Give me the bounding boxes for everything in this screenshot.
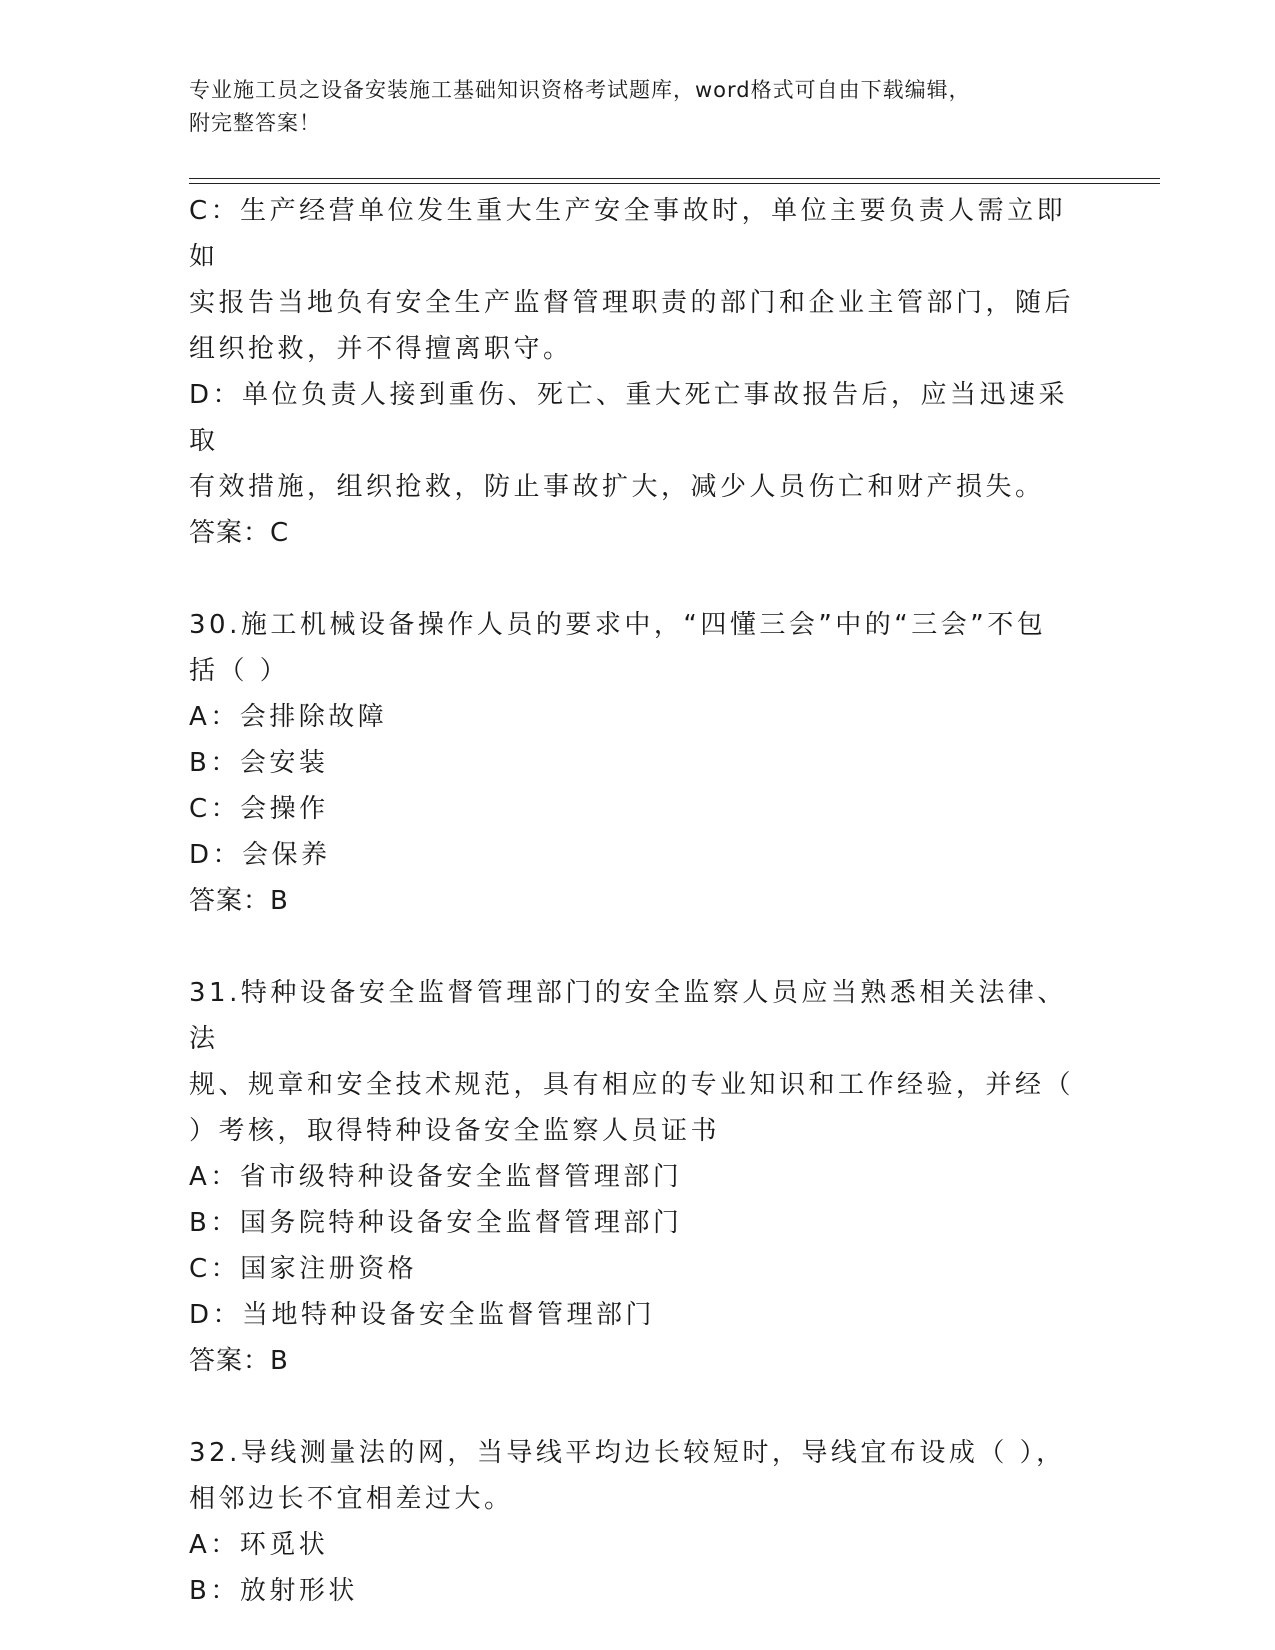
q31-option-d: D：当地特种设备安全监督管理部门	[189, 1300, 656, 1330]
prev-option-c-line-1: C：生产经营单位发生重大生产安全事故时，单位主要负责人需立即如	[189, 196, 1067, 272]
q30-answer: 答案：B	[189, 886, 289, 916]
header-divider-bottom	[189, 183, 1160, 184]
q30-stem-line-1: 30.施工机械设备操作人员的要求中，“四懂三会”中的“三会”不包	[189, 610, 1047, 640]
prev-option-c-line-2: 实报告当地负有安全生产监督管理职责的部门和企业主管部门，随后	[189, 288, 1075, 318]
prev-option-c-line-3: 组织抢救，并不得擅离职守。	[189, 334, 573, 364]
q31-stem-line-1: 31.特种设备安全监督管理部门的安全监察人员应当熟悉相关法律、法	[189, 978, 1067, 1054]
q32-option-a: A：环觅状	[189, 1530, 329, 1560]
q30-stem-line-2: 括（ ）	[189, 656, 290, 686]
q30-option-a: A：会排除故障	[189, 702, 388, 732]
header-line-1: 专业施工员之设备安装施工基础知识资格考试题库，word格式可自由下载编辑，	[189, 78, 971, 102]
prev-option-d-line-2: 有效措施，组织抢救，防止事故扩大，减少人员伤亡和财产损失。	[189, 472, 1045, 502]
q30-option-b: B：会安装	[189, 748, 329, 778]
spacer	[189, 924, 1089, 970]
document-header	[189, 74, 1069, 140]
header-line-2: 附完整答案！	[189, 111, 321, 135]
q31-option-c: C：国家注册资格	[189, 1254, 418, 1284]
document-body	[189, 188, 1089, 1614]
prev-option-d-line-1: D：单位负责人接到重伤、死亡、重大死亡事故报告后，应当迅速采取	[189, 380, 1069, 456]
q31-answer: 答案：B	[189, 1346, 289, 1376]
q32-stem-line-2: 相邻边长不宜相差过大。	[189, 1484, 514, 1514]
q31-option-b: B：国务院特种设备安全监督管理部门	[189, 1208, 683, 1238]
q31-stem-line-2: 规、规章和安全技术规范，具有相应的专业知识和工作经验，并经（	[189, 1070, 1075, 1100]
q32-stem-line-1: 32.导线测量法的网，当导线平均边长较短时，导线宜布设成（ ），	[189, 1438, 1066, 1468]
header-divider-top	[189, 178, 1160, 179]
q31-option-a: A：省市级特种设备安全监督管理部门	[189, 1162, 683, 1192]
q30-option-d: D：会保养	[189, 840, 331, 870]
spacer	[189, 1384, 1089, 1430]
spacer	[189, 556, 1089, 602]
q31-stem-line-3: ）考核，取得特种设备安全监察人员证书	[189, 1116, 721, 1146]
q30-option-c: C：会操作	[189, 794, 329, 824]
prev-answer: 答案：C	[189, 518, 290, 548]
q32-option-b: B：放射形状	[189, 1576, 358, 1606]
